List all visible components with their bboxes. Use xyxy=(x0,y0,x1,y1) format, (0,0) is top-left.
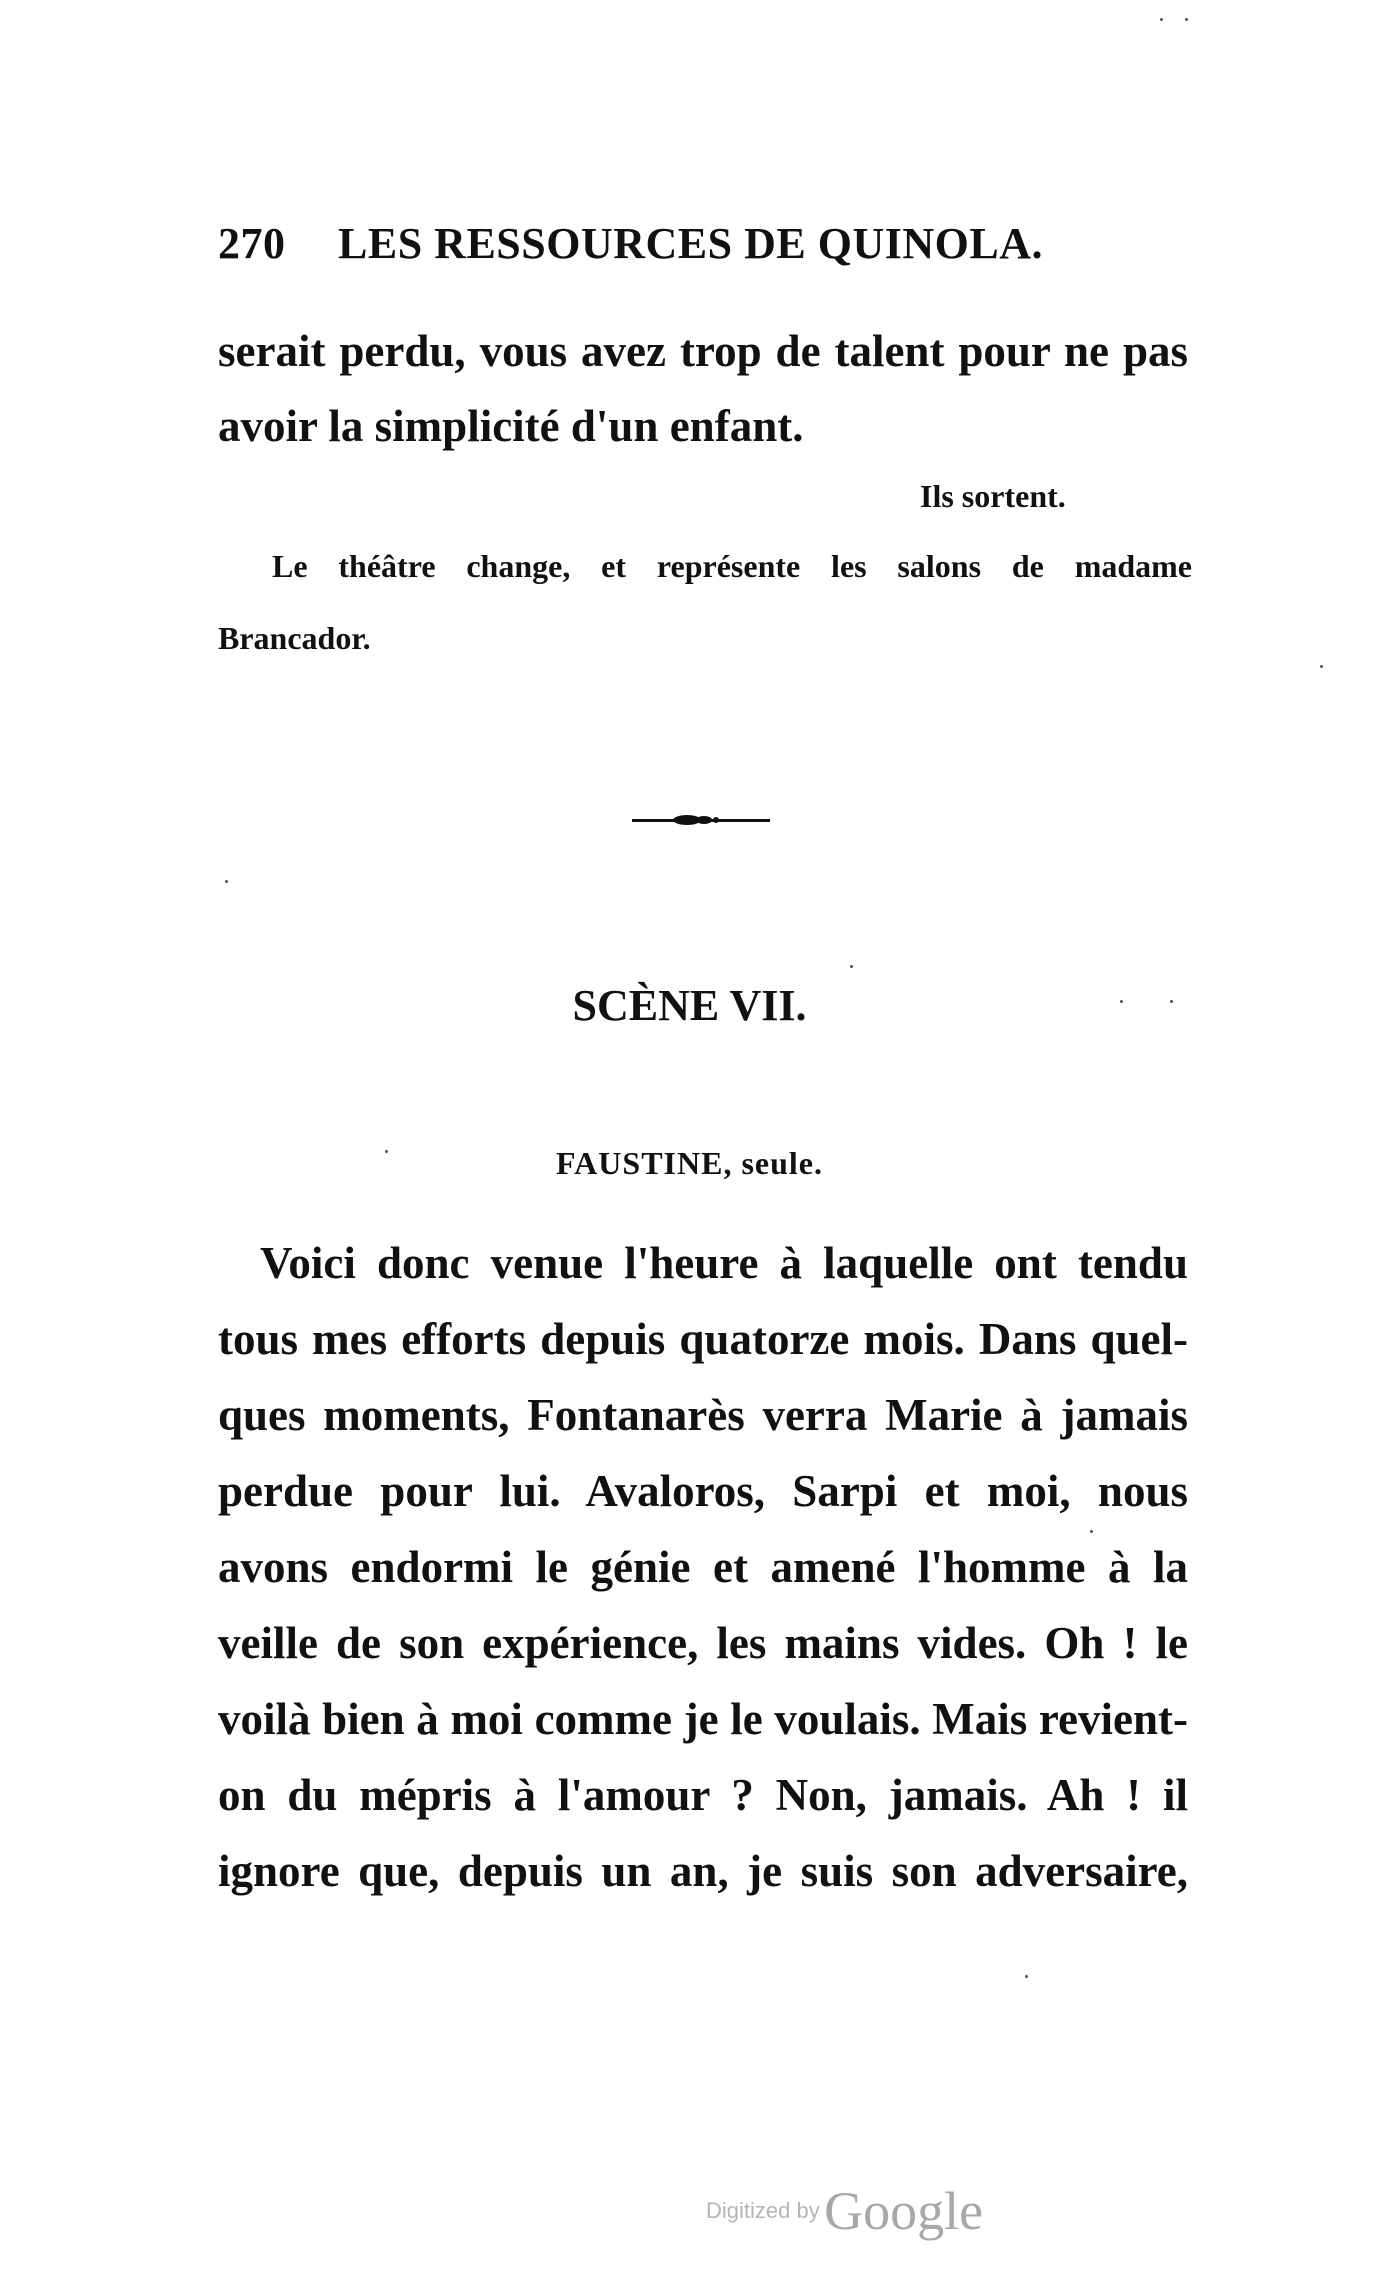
scan-speck xyxy=(385,1150,388,1153)
scan-speck xyxy=(1170,1000,1173,1003)
monologue-line: tous mes efforts depuis quatorze mois. Dans quel- xyxy=(218,1314,1188,1364)
monologue-line: perdue pour lui. Avaloros, Sarpi et moi, nous xyxy=(218,1466,1188,1516)
stage-direction: Brancador. xyxy=(218,620,371,656)
scan-speck xyxy=(1160,18,1163,21)
stage-direction-exit: Ils sortent. xyxy=(920,478,1066,514)
scan-speck xyxy=(1025,1975,1028,1978)
scan-speck xyxy=(1090,1530,1093,1533)
monologue-line: Voici donc venue l'heure à laquelle ont tendu xyxy=(260,1238,1188,1288)
scan-speck xyxy=(225,880,228,883)
monologue-line: voilà bien à moi comme je le voulais. Mais revient- xyxy=(218,1694,1188,1744)
monologue-line: on du mépris à l'amour ? Non, jamais. Ah ! il xyxy=(218,1770,1188,1820)
scan-speck xyxy=(1320,665,1323,668)
monologue-line: ignore que, depuis un an, je suis son adversaire, xyxy=(218,1846,1188,1896)
watermark-prefix: Digitized by xyxy=(706,2198,820,2223)
speech-line: avoir la simplicité d'un enfant. xyxy=(218,401,804,451)
monologue-line: ques moments, Fontanarès verra Marie à jamais xyxy=(218,1390,1188,1440)
ornament-divider xyxy=(632,812,770,828)
running-header xyxy=(218,218,1048,269)
stage-direction: Le théâtre change, et représente les salons de madame xyxy=(272,548,1192,584)
running-title: LES RESSOURCES DE QUINOLA. xyxy=(338,219,1043,268)
page-number: 270 xyxy=(218,219,286,268)
scan-speck xyxy=(850,965,853,968)
character-heading: FAUSTINE, seule. xyxy=(556,1145,823,1181)
scan-speck xyxy=(1185,18,1188,21)
monologue-line: avons endormi le génie et amené l'homme à la xyxy=(218,1542,1188,1592)
speech-line: serait perdu, vous avez trop de talent pour ne pas xyxy=(218,326,1188,376)
monologue-line: veille de son expérience, les mains vides. Oh ! le xyxy=(218,1618,1188,1668)
google-logo: Google xyxy=(824,2181,984,2241)
digitization-watermark xyxy=(706,2180,983,2242)
scene-title: SCÈNE VII. xyxy=(572,981,807,1030)
scan-speck xyxy=(1120,1000,1123,1003)
